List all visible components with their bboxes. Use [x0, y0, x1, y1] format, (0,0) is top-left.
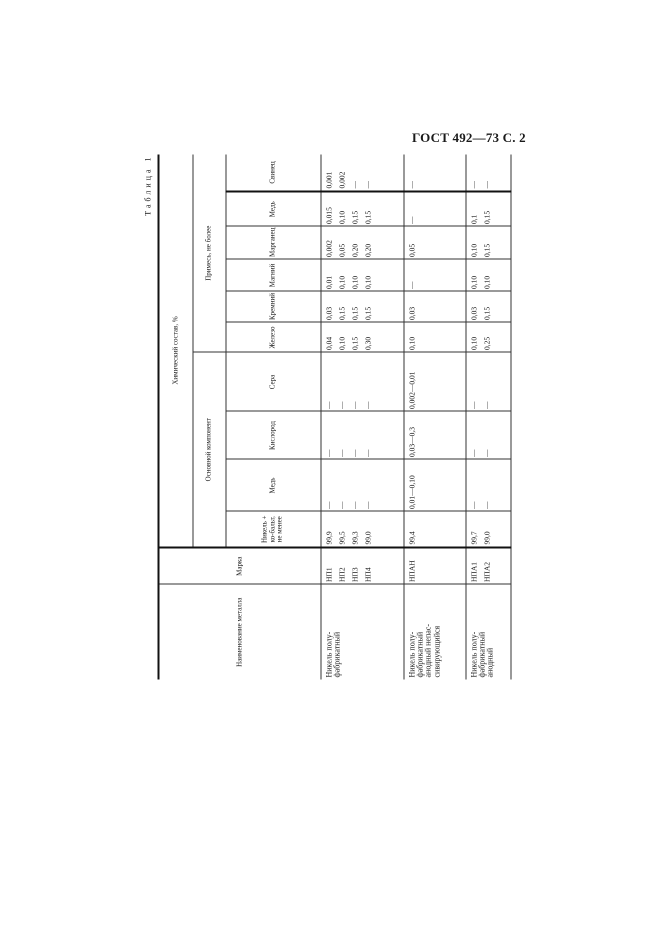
value-pb: — [469, 181, 478, 189]
value-mg: 0,10 [482, 275, 491, 289]
value-mark: НПА1 [469, 562, 478, 582]
cell-si [466, 292, 511, 323]
value-cu-imp: 0,10 [337, 210, 346, 224]
value-cu: — [324, 501, 333, 509]
cell-s [466, 353, 511, 412]
cell-cu [404, 460, 466, 512]
value-mg: 0,10 [350, 275, 359, 289]
value-o: — [482, 449, 491, 457]
value-mn: 0,002 [324, 240, 333, 257]
cell-s [321, 353, 404, 412]
value-ni: 99,3 [350, 531, 359, 545]
page-header: ГОСТ 492—73 С. 2 [412, 130, 526, 145]
cell-fe [321, 323, 404, 353]
value-si: 0,03 [469, 306, 478, 320]
cell-cu-imp [404, 192, 466, 227]
cell-cu [466, 460, 511, 512]
cell-mg [321, 260, 404, 292]
value-ni: 99,0 [482, 531, 491, 545]
table-caption: Таблица 1 [143, 154, 153, 216]
metal-name: Никель полу- фабрикатный анодный [466, 585, 511, 680]
value-o: — [324, 449, 333, 457]
cell-mn [466, 227, 511, 260]
cell-cu [321, 460, 404, 512]
header-pb: Свинец [226, 154, 321, 191]
value-mark: НП3 [350, 567, 359, 582]
value-fe: 0,25 [482, 336, 491, 350]
value-pb: — [350, 181, 359, 189]
cell-ni [404, 512, 466, 548]
value-cu-imp: 0,1 [469, 214, 478, 224]
value-mg: 0,10 [469, 275, 478, 289]
cell-si [404, 292, 466, 323]
value-pb: — [363, 181, 372, 189]
value-ni: 99,7 [469, 531, 478, 545]
cell-mark [466, 548, 511, 585]
value-fe: 0,15 [350, 336, 359, 350]
value-ni: 99,5 [337, 531, 346, 545]
header-s: Сера [226, 353, 321, 412]
header-si: Кремний [226, 292, 321, 323]
value-mg: 0,10 [363, 275, 372, 289]
value-fe: 0,10 [337, 336, 346, 350]
cell-ni [321, 512, 404, 548]
cell-cu-imp [321, 192, 404, 227]
metal-name: Никель полу- фабрикатный [321, 585, 404, 680]
header-cu-impurity: Медь [226, 192, 321, 227]
value-mn: 0,05 [337, 243, 346, 257]
value-fe: 0,10 [407, 336, 416, 350]
header-name: Наименование металла [159, 585, 321, 680]
value-s: — [350, 401, 359, 409]
table-row-group [466, 154, 511, 679]
cell-pb [321, 154, 404, 191]
value-si: 0,15 [350, 306, 359, 320]
cell-mn [321, 227, 404, 260]
value-si: 0,15 [337, 306, 346, 320]
cell-pb [466, 154, 511, 191]
header-main-component: Основной компонент [193, 353, 226, 548]
value-mg: 0,01 [324, 275, 333, 289]
value-cu-imp: 0,15 [482, 210, 491, 224]
cell-fe [466, 323, 511, 353]
cell-o [404, 412, 466, 460]
value-pb: — [482, 181, 491, 189]
value-cu: 0,01—0,10 [407, 475, 416, 509]
value-o: — [363, 449, 372, 457]
value-mn: 0,20 [350, 243, 359, 257]
value-cu-imp: 0,015 [324, 207, 333, 224]
rotated-table-container [143, 154, 510, 680]
value-s: — [469, 401, 478, 409]
value-s: — [337, 401, 346, 409]
value-cu: — [469, 501, 478, 509]
value-mark: НПА2 [482, 562, 491, 582]
value-pb: 0,001 [324, 171, 333, 189]
header-cu: Медь [226, 460, 321, 512]
header-ni: Никель + ко-бальт, не менее [226, 512, 321, 548]
value-cu-imp: — [407, 216, 416, 224]
value-mn: 0,05 [407, 243, 416, 257]
header-mn: Марганец [226, 227, 321, 260]
value-mg: 0,10 [337, 275, 346, 289]
value-s: 0,002—0,01 [407, 371, 416, 409]
value-fe: 0,30 [363, 336, 372, 350]
chemical-composition-table [158, 154, 512, 679]
value-o: — [337, 449, 346, 457]
value-cu: — [350, 501, 359, 509]
cell-mark [404, 548, 466, 585]
value-s: — [324, 401, 333, 409]
cell-o [466, 412, 511, 460]
cell-fe [404, 323, 466, 353]
value-ni: 99,0 [363, 531, 372, 545]
value-si: 0,15 [482, 306, 491, 320]
value-mark: НП2 [337, 567, 346, 582]
value-mark: НП4 [363, 567, 372, 582]
cell-ni [466, 512, 511, 548]
cell-cu-imp [466, 192, 511, 227]
value-si: 0,03 [407, 306, 416, 320]
value-cu: — [337, 501, 346, 509]
value-cu-imp: 0,15 [363, 210, 372, 224]
value-mg: — [407, 281, 416, 289]
value-si: 0,03 [324, 306, 333, 320]
value-pb: — [407, 181, 416, 189]
cell-si [321, 292, 404, 323]
table-row-group [404, 154, 466, 679]
value-si: 0,15 [363, 306, 372, 320]
value-mn: 0,10 [469, 243, 478, 257]
value-cu-imp: 0,15 [350, 210, 359, 224]
table-row-group [321, 154, 404, 679]
header-impurity: Примесь, не более [193, 154, 226, 352]
value-fe: 0,10 [469, 336, 478, 350]
header-chem: Химический состав, % [159, 154, 193, 547]
value-cu: — [482, 501, 491, 509]
value-s: — [482, 401, 491, 409]
value-mn: 0,15 [482, 243, 491, 257]
value-o: — [469, 449, 478, 457]
value-mn: 0,20 [363, 243, 372, 257]
value-o: 0,03—0,3 [407, 427, 416, 457]
value-s: — [363, 401, 372, 409]
value-mark: НПАН [407, 560, 416, 582]
cell-s [404, 353, 466, 412]
value-mark: НП1 [324, 567, 333, 582]
cell-mg [466, 260, 511, 292]
header-o: Кислород [226, 412, 321, 460]
header-mg: Магний [226, 260, 321, 292]
cell-mg [404, 260, 466, 292]
metal-name: Никель полу- фабрикатный анодный непас- сивирующийся [404, 585, 466, 680]
header-fe: Железо [226, 323, 321, 353]
value-fe: 0,04 [324, 336, 333, 350]
value-ni: 99,9 [324, 531, 333, 545]
header-mark: Марка [159, 548, 321, 585]
cell-mark [321, 548, 404, 585]
value-pb: 0,002 [337, 171, 346, 189]
cell-pb [404, 154, 466, 191]
cell-mn [404, 227, 466, 260]
cell-o [321, 412, 404, 460]
value-ni: 99,4 [407, 531, 416, 545]
value-cu: — [363, 501, 372, 509]
value-o: — [350, 449, 359, 457]
